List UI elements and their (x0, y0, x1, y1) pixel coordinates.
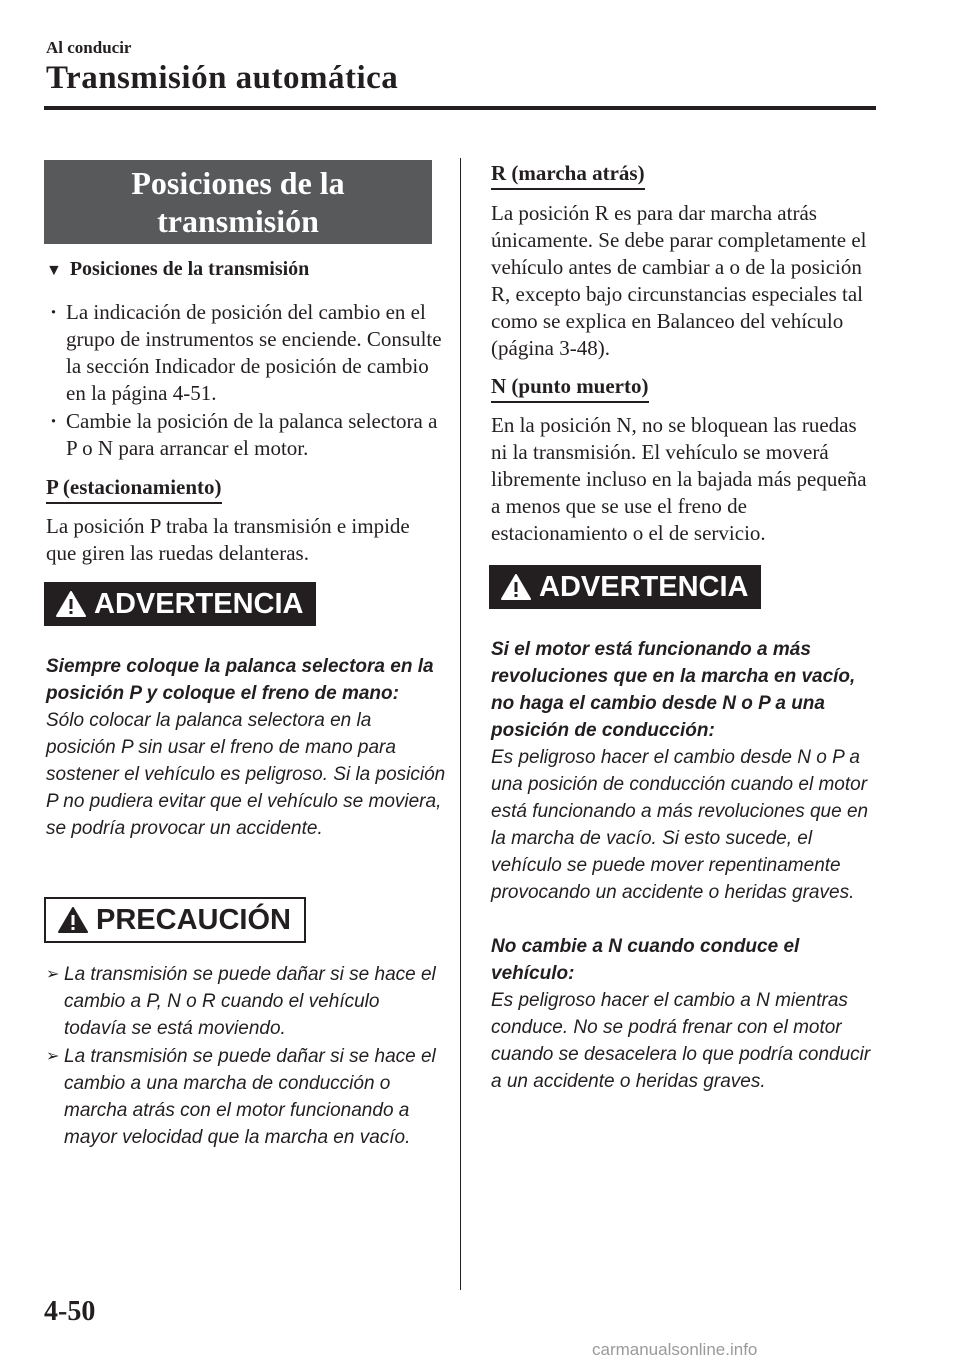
section-label: Al conducir (46, 38, 132, 57)
r-heading: R (marcha atrás) (491, 161, 645, 190)
watermark: carmanualsonline.info (592, 1340, 758, 1359)
caution-item (46, 1043, 442, 1151)
warning-label: ADVERTENCIA (94, 587, 304, 620)
r-text: La posición R es para dar marcha atrás únicamente. Se debe parar completamente el vehículo antes de cambiar a o de la posición R, excepto bajo circunstancias especiales tal como se explica en Balanceo del vehículo (página 3-48). (491, 201, 867, 360)
warning-content-right (491, 636, 883, 1095)
warning-icon (56, 590, 86, 618)
p-text: La posición P traba la transmisión e impide que giren las ruedas delanteras. (46, 514, 410, 565)
caution-item-text: La transmisión se puede dañar si se hace el cambio a una marcha de conducción o marcha atrás con el motor funcionando a mayor velocidad que la marcha en vacío. (64, 1046, 436, 1148)
n-heading: N (punto muerto) (491, 374, 649, 403)
caution-label: PRECAUCIÓN (96, 903, 291, 936)
caution-list (46, 961, 442, 1151)
caution-icon (58, 906, 88, 934)
title-divider (44, 106, 876, 110)
subheading-text: Posiciones de la transmisión (69, 258, 310, 280)
warning-body-text: Sólo colocar la palanca selectora en la posición P sin usar el freno de mano para sostener el vehículo es peligroso. Si la posición P no pudiera evitar que el vehículo se moviera, se podría provocar un accidente. (46, 710, 446, 839)
arrow-right-icon: ➢ (46, 966, 60, 983)
caution-item (46, 961, 442, 1042)
warning-icon (501, 573, 531, 601)
warning1-body-text: Es peligroso hacer el cambio desde N o P a una posición de conducción cuando el motor está funcionando a más revoluciones que en la marcha de vacío. Si esto sucede, el vehículo se puede mover repentinamente provocando un accidente o heridas graves. (491, 747, 869, 903)
warning2-body-text: Es peligroso hacer el cambio a N mientras conduce. No se podrá frenar con el motor cuando se desacelera lo que podría conducir a un accidente o heridas graves. (491, 990, 871, 1092)
n-text: En la posición N, no se bloquean las ruedas ni la transmisión. El vehículo se moverá libremente incluso en la bajada más pequeña a menos que se use el freno de estacionamiento o el de servicio. (491, 413, 867, 545)
n-heading-wrap (491, 374, 649, 403)
subheading (46, 258, 309, 281)
section-heading-line2: transmisión (157, 203, 319, 239)
caution-banner (44, 897, 306, 943)
r-heading-wrap (491, 161, 645, 190)
p-heading-wrap (46, 475, 222, 504)
warning2-bold-text: No cambie a N cuando conduce el vehículo: (491, 936, 800, 984)
bullet-item: · Cambie la posición de la palanca selectora a P o N para arrancar el motor. (46, 408, 446, 462)
spacer (491, 906, 883, 933)
page-number: 4-50 (44, 1296, 96, 1327)
warning1-bold-text: Si el motor está funcionando a más revoluciones que en la marcha en vacío, no haga el cambio desde N o P a una posición de conducción: (491, 639, 856, 741)
section-heading-line1: Posiciones de la (131, 165, 345, 201)
p-heading: P (estacionamiento) (46, 475, 222, 504)
column-divider (460, 158, 461, 1290)
section-heading-box (44, 160, 432, 244)
warning-label: ADVERTENCIA (539, 570, 749, 603)
page-title: Transmisión automática (46, 60, 399, 96)
warning-content (46, 653, 446, 842)
bullet-list (46, 299, 446, 463)
bullet-item: · La indicación de posición del cambio en el grupo de instrumentos se enciende. Consulte la sección Indicador de posición de cambio en la página 4-51. (46, 299, 446, 407)
warning-banner (489, 565, 761, 609)
warning-banner (44, 582, 316, 626)
triangle-down-icon: ▼ (46, 262, 62, 279)
warning-bold-text: Siempre coloque la palanca selectora en la posición P y coloque el freno de mano: (46, 656, 434, 704)
caution-item-text: La transmisión se puede dañar si se hace el cambio a P, N o R cuando el vehículo todavía se está moviendo. (64, 964, 436, 1039)
arrow-right-icon: ➢ (46, 1048, 60, 1065)
